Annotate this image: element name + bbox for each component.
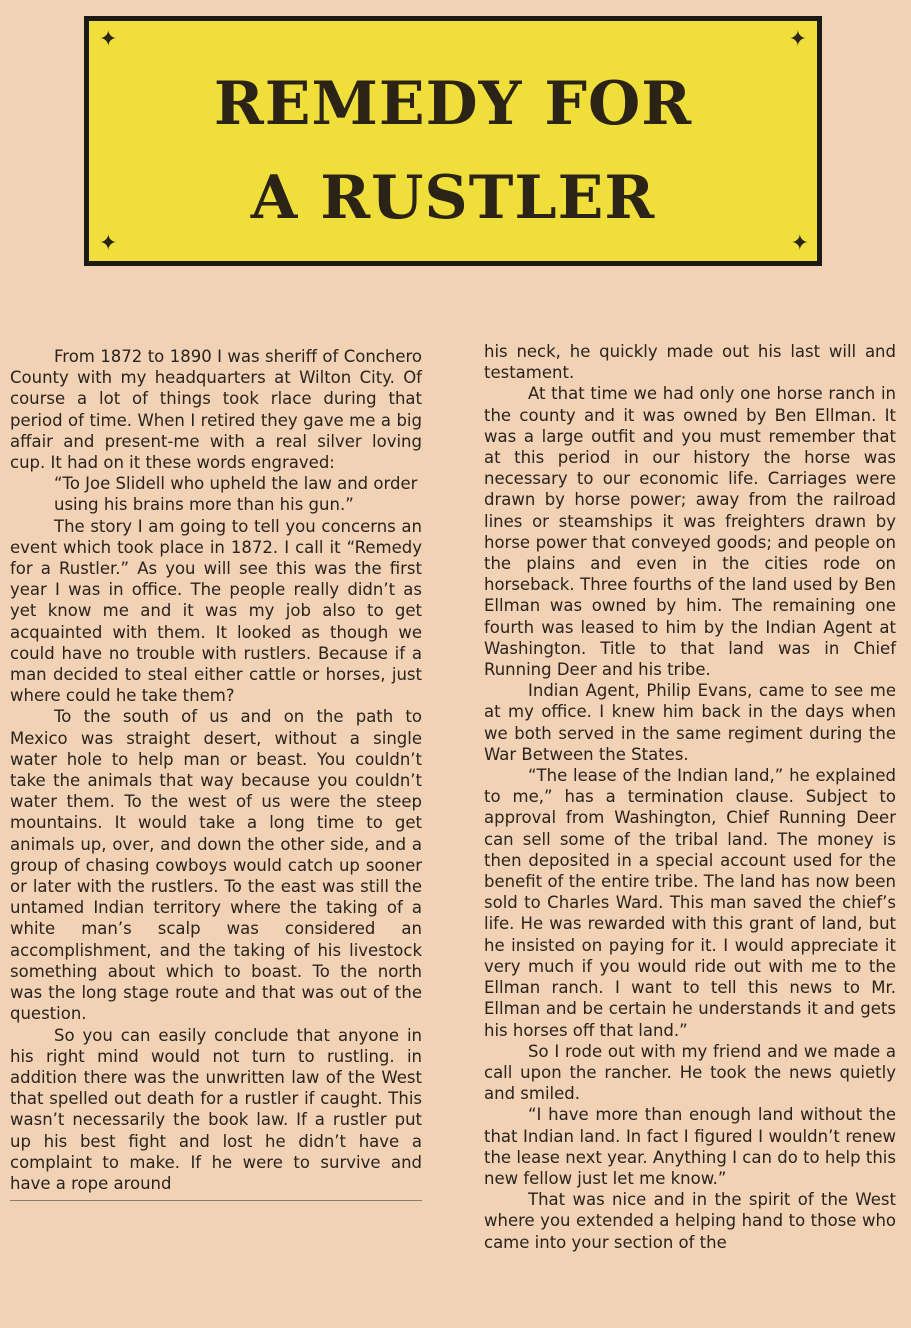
paragraph: That was nice and in the spirit of the West where you extended a helping hand to those who came into your section of the <box>484 1190 896 1252</box>
corner-ornament-icon: ✦ <box>790 231 809 256</box>
paragraph: So I rode out with my friend and we made a call upon the rancher. He took the news quietly and smiled. <box>484 1041 896 1104</box>
paragraph: “The lease of the Indian land,” he explained to me,” has a termination clause. Subject to approval from Washington, Chief Running Deer can sell some of the tribal land. The money is then deposited in a special account used for the benefit of the entire tribe. The land has now been sold to Charles Ward. This man saved the chief’s life. He was rewarded with this grant of land, but he insisted on paying for it. I would appreciate it very much if you would ride out with me to the Ellman ranch. I want to tell this news to Mr. Ellman and be certain he understands it and gets his horses off that land.” <box>484 766 896 1040</box>
right-column <box>484 341 896 1253</box>
title-banner <box>84 16 822 266</box>
paragraph: To the south of us and on the path to Mexico was straight desert, without a single water hole to help man or beast. You couldn’t take the animals that way because you couldn’t water them. To the west of us were the steep mountains. It would take a long time to get animals up, over, and down the other side, and a group of chasing cowboys would catch up sooner or later with the rustlers. To the east was still the untamed Indian territory where the taking of a white man’s scalp was considered an accomplishment, and the taking of his livestock something about which to boast. To the north was the long stage route and that was out of the question. <box>10 707 422 1024</box>
paragraph: The story I am going to tell you concerns an event which took place in 1872. I call it “Remedy for a Rustler.” As you will see this was the first year I was in office. The people really didn’t as yet know me and it was my job also to get acquainted with them. It looked as though we could have no trouble with rustlers. Because if a man decided to steal either cattle or horses, just where could he take them? <box>10 516 422 706</box>
corner-ornament-icon: ✦ <box>99 231 118 256</box>
corner-ornament-icon: ✦ <box>99 27 118 52</box>
left-column <box>10 346 422 1201</box>
title-line-1: REMEDY FOR <box>213 69 693 139</box>
paragraph: At that time we had only one horse ranch in the county and it was owned by Ben Ellman. It was a large outfit and you must remember that at this period in our history the horse was necessary to our economic life. Carriages were drawn by horse power; away from the railroad lines or steamships it was freighters drawn by horse power that conveyed goods; and people on the plains and even in the cities rode on horseback. Three fourths of the land used by Ben Ellman was owned by him. The remaining one fourth was leased to him by the Indian Agent at Washington. Title to that land was in Chief Running Deer and his tribe. <box>484 384 896 680</box>
corner-ornament-icon: ✦ <box>788 27 807 52</box>
paragraph: “I have more than enough land without the that Indian land. In fact I figured I wouldn’t renew the lease next year. Anything I can do to help this new fellow just let me know.” <box>484 1105 896 1188</box>
paragraph: So you can easily conclude that anyone in his right mind would not turn to rustling. in addition there was the unwritten law of the West that spelled out death for a rustler if caught. This wasn’t necessarily the book law. If a rustler put up his best fight and lost he didn’t have a complaint to make. If he were to survive and have a rope around <box>10 1025 422 1193</box>
engraving-quote: “To Joe Slidell who upheld the law and order using his brains more than his gun.” <box>54 474 418 515</box>
paragraph: his neck, he quickly made out his last will and testament. <box>484 342 896 383</box>
column-divider <box>10 1200 422 1201</box>
paragraph: Indian Agent, Philip Evans, came to see me at my office. I knew him back in the days when we both served in the same regiment during the War Between the States. <box>484 681 896 764</box>
title-line-2: A RUSTLER <box>250 163 656 233</box>
paragraph: From 1872 to 1890 I was sheriff of Conchero County with my headquarters at Wilton City. Of course a lot of things took rlace during that period of time. When I retired they gave me a big affair and present-me with a real silver loving cup. It had on it these words engraved: <box>10 347 422 473</box>
